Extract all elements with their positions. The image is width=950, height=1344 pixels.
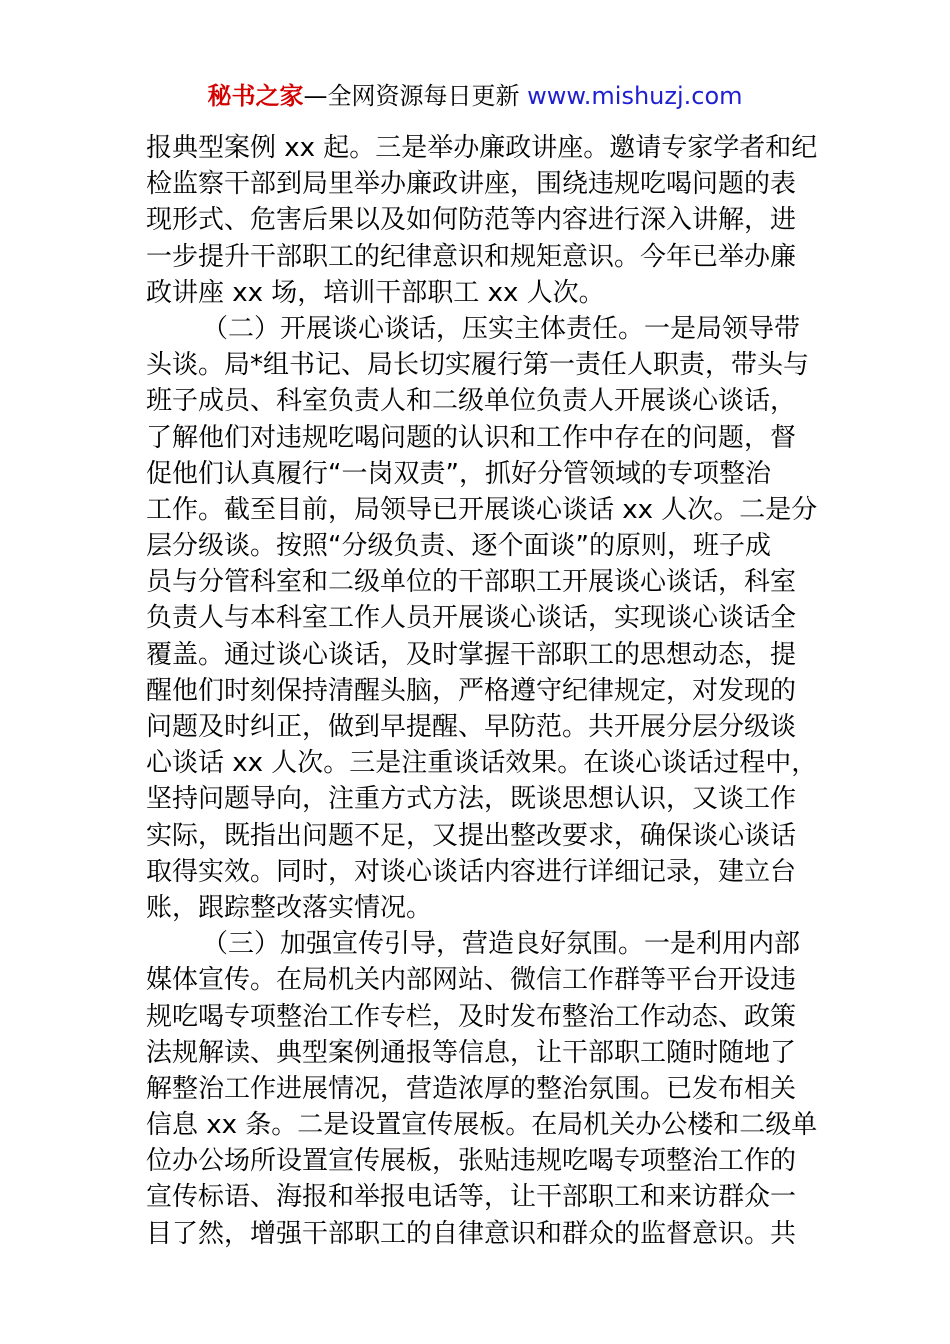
header-brand: 秘书之家 — [207, 82, 304, 110]
text-line: 取得实效。同时，对谈心谈话内容进行详细记录，建立台 — [146, 856, 797, 887]
text-line: 心谈话 xx 人次。三是注重谈话效果。在谈心谈话过程中， — [146, 748, 818, 779]
page-header — [0, 80, 950, 112]
document-body — [146, 130, 818, 1252]
text-line: 账，跟踪整改落实情况。 — [146, 892, 433, 923]
text-line: 目了然，增强干部职工的自律意识和群众的监督意识。共 — [146, 1218, 797, 1249]
header-url-link[interactable]: www.mishuzj.com — [527, 82, 743, 110]
text-line: 解整治工作进展情况，营造浓厚的整治氛围。已发布相关 — [146, 1073, 797, 1104]
text-line: 位办公场所设置宣传展板，张贴违规吃喝专项整治工作的 — [146, 1146, 797, 1177]
text-line: 媒体宣传。在局机关内部网站、微信工作群等平台开设违 — [146, 965, 797, 996]
text-line: 班子成员、科室负责人和二级单位负责人开展谈心谈话， — [146, 386, 797, 417]
text-line: 一步提升干部职工的纪律意识和规矩意识。今年已举办廉 — [146, 241, 797, 272]
text-line: 促他们认真履行“一岗双责”，抓好分管领域的专项整治 — [146, 458, 771, 489]
text-line: 坚持问题导向，注重方式方法，既谈思想认识，又谈工作 — [146, 784, 797, 815]
text-line: 问题及时纠正，做到早提醒、早防范。共开展分层分级谈 — [146, 712, 797, 742]
text-line: 规吃喝专项整治工作专栏，及时发布整治工作动态、政策 — [146, 1001, 797, 1032]
text-line: 检监察干部到局里举办廉政讲座，围绕违规吃喝问题的表 — [146, 169, 797, 200]
text-line: 法规解读、典型案例通报等信息，让干部职工随时随地了 — [146, 1037, 797, 1068]
text-line: 醒他们时刻保持清醒头脑，严格遵守纪律规定，对发现的 — [146, 675, 797, 706]
text-line: （二）开展谈心谈话，压实主体责任。一是局领导带 — [202, 313, 801, 344]
header-dash: — — [303, 82, 328, 110]
text-line: 了解他们对违规吃喝问题的认识和工作中存在的问题，督 — [146, 422, 797, 453]
text-line: 负责人与本科室工作人员开展谈心谈话，实现谈心谈话全 — [146, 603, 797, 634]
text-line: 层分级谈。按照“分级负责、逐个面谈”的原则，班子成 — [146, 531, 771, 562]
text-line: 现形式、危害后果以及如何防范等内容进行深入讲解，进 — [146, 205, 797, 236]
text-line: 宣传标语、海报和举报电话等，让干部职工和来访群众一 — [146, 1182, 797, 1213]
text-line: 工作。截至目前，局领导已开展谈心谈话 xx 人次。二是分 — [146, 494, 818, 525]
header-description: 全网资源每日更新 — [327, 82, 520, 110]
text-line: 实际，既指出问题不足，又提出整改要求，确保谈心谈话 — [146, 820, 797, 851]
text-line: 报典型案例 xx 起。三是举办廉政讲座。邀请专家学者和纪 — [146, 133, 818, 163]
text-line: 政讲座 xx 场，培训干部职工 xx 人次。 — [146, 277, 605, 308]
text-line: （三）加强宣传引导，营造良好氛围。一是利用内部 — [202, 929, 801, 960]
text-line: 员与分管科室和二级单位的干部职工开展谈心谈话，科室 — [146, 567, 797, 598]
text-line: 头谈。局*组书记、局长切实履行第一责任人职责，带头与 — [146, 350, 810, 381]
text-line: 覆盖。通过谈心谈话，及时掌握干部职工的思想动态，提 — [146, 639, 797, 670]
text-line: 信息 xx 条。二是设置宣传展板。在局机关办公楼和二级单 — [146, 1110, 818, 1141]
